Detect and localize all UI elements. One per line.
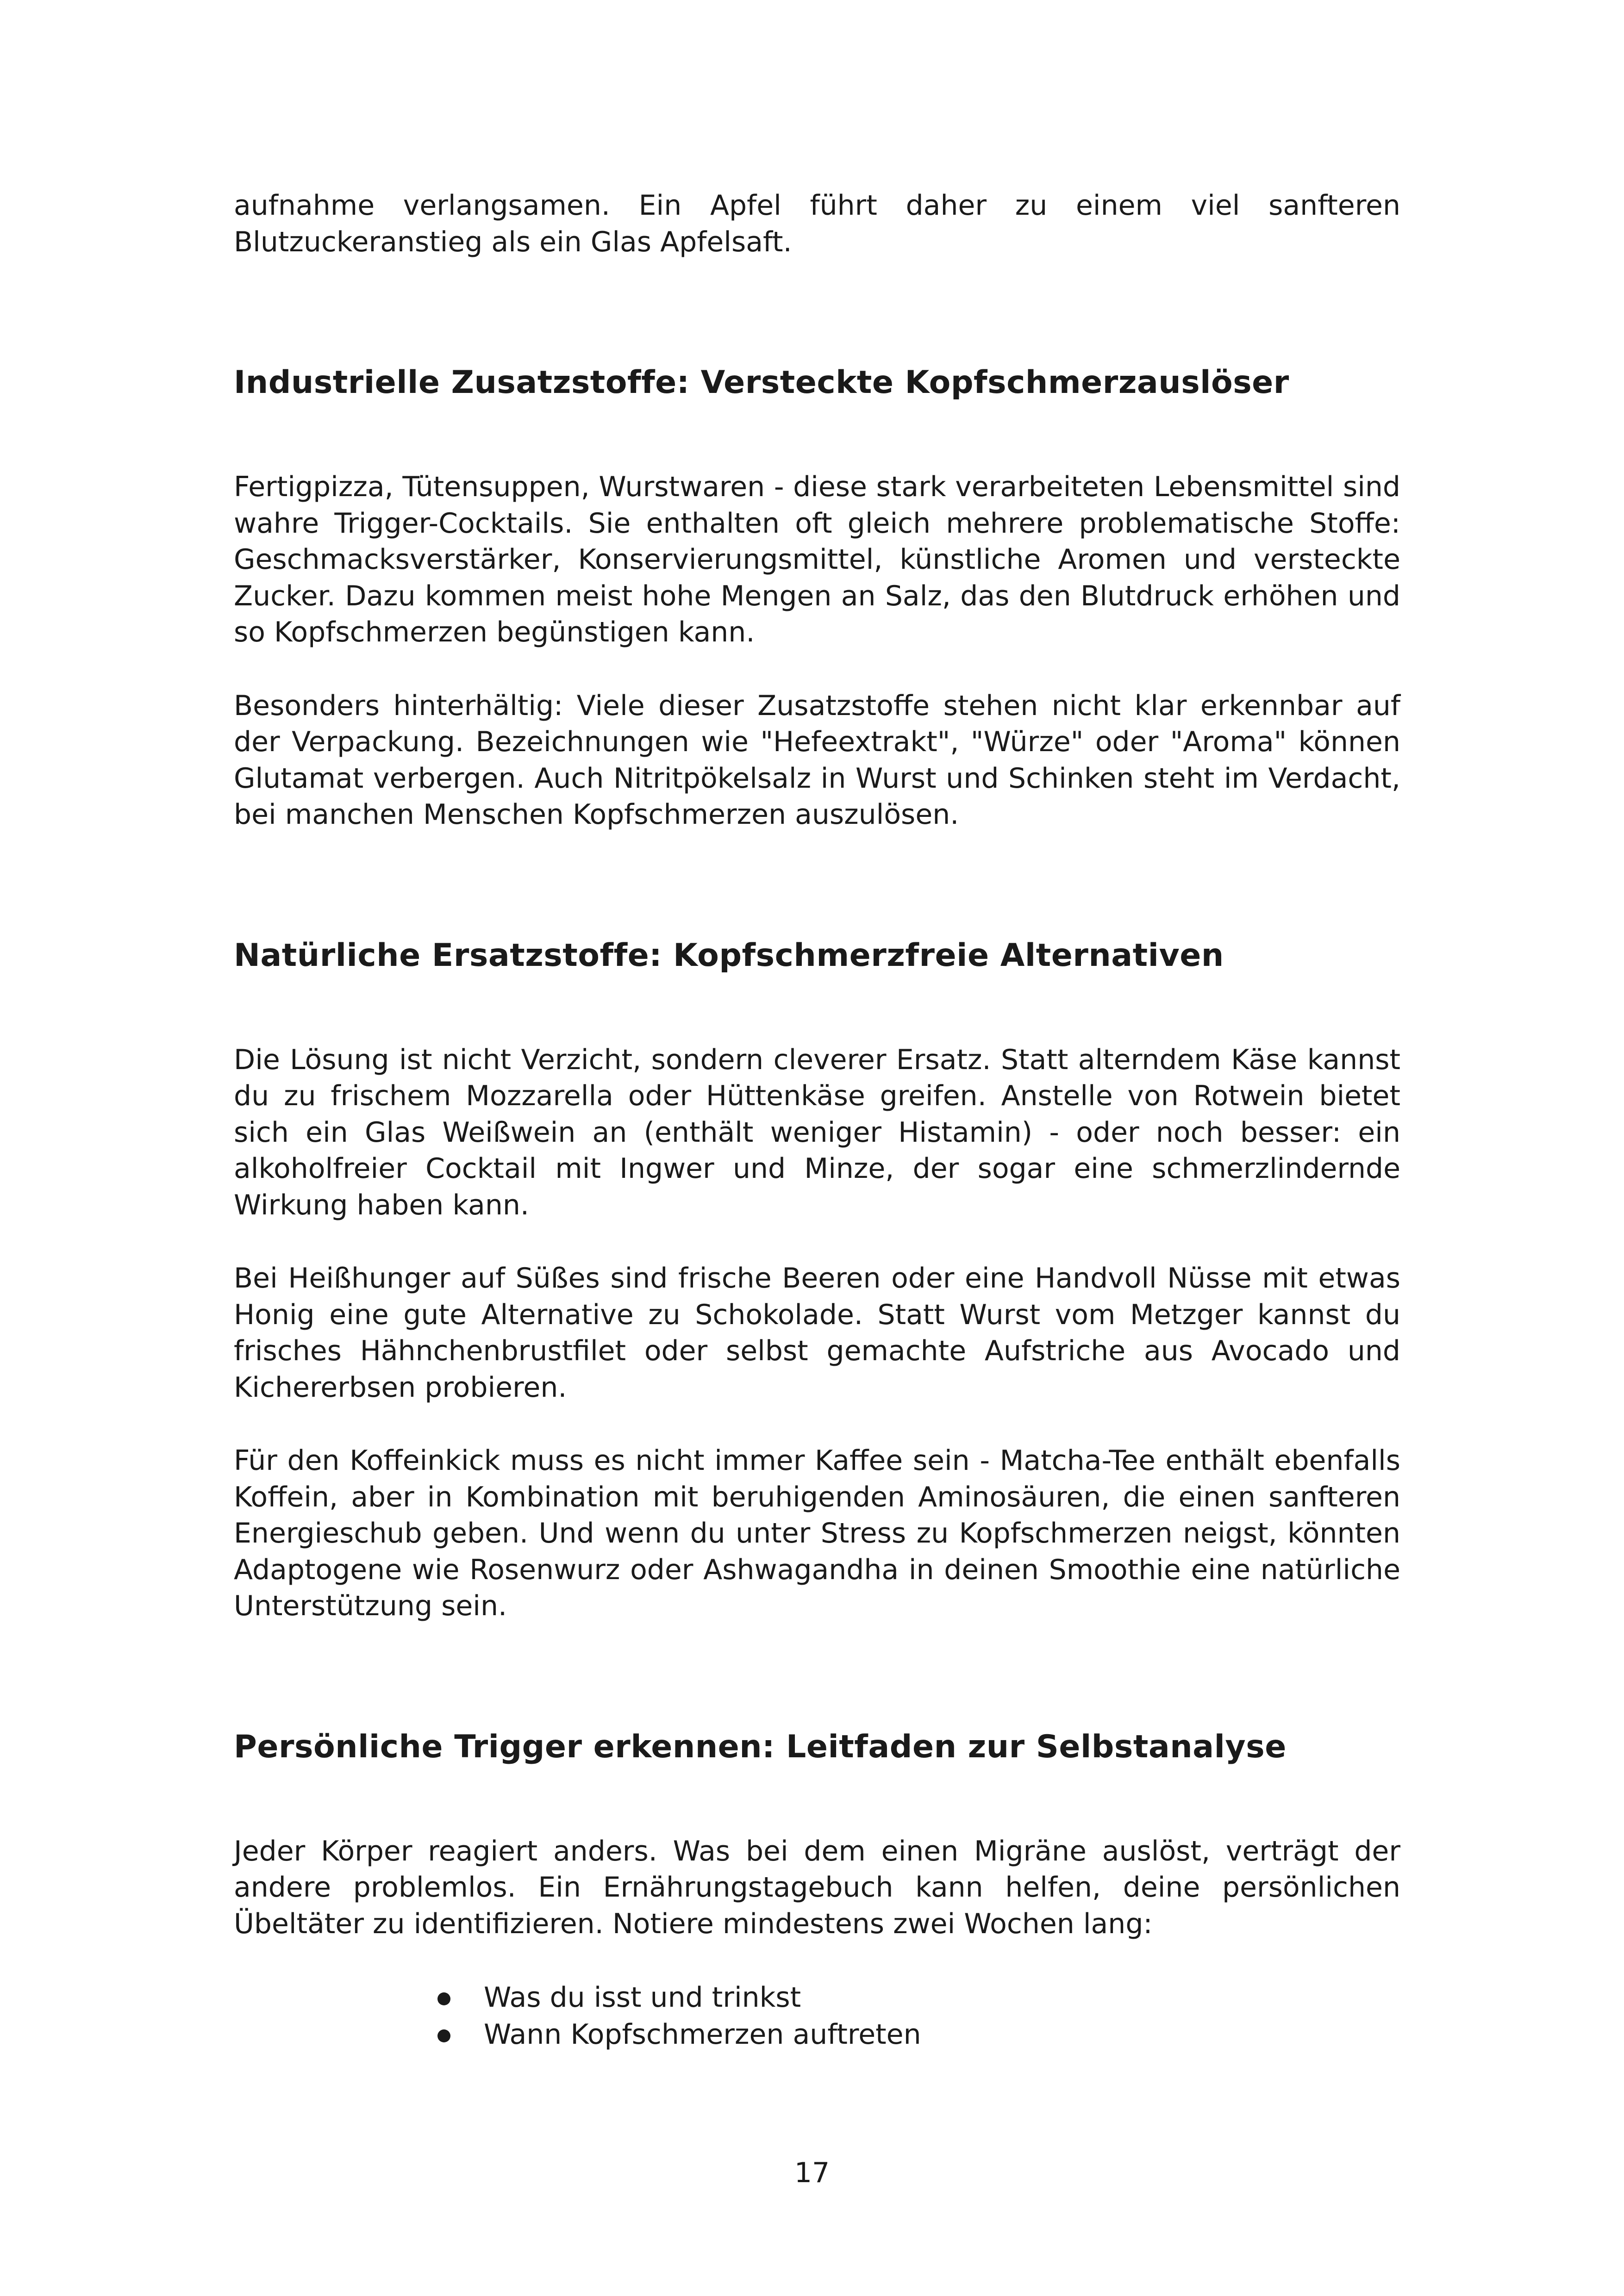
list-item-text: Was du isst und trinkst (484, 1981, 801, 2014)
section-paragraph: Jeder Körper reagiert anders. Was bei dem einen Migräne auslöst, verträgt der andere problemlos. Ein Ernährungstagebuch kann helfen, deine persönlichen Übeltäter zu identifizieren. Notiere mindestens zwei Wochen lang: (234, 1835, 1400, 1940)
bullet-icon (437, 1992, 450, 2005)
bullet-list (437, 1979, 1604, 2053)
intro-paragraph: aufnahme verlangsamen. Ein Apfel führt daher zu einem viel sanfteren Blutzuckeranstieg als ein Glas Apfelsaft. (234, 189, 1400, 258)
page-number: 17 (794, 2157, 830, 2189)
section-paragraph: Besonders hinterhältig: Viele dieser Zusatzstoffe stehen nicht klar erkennbar auf der Verpackung. Bezeichnungen wie "Hefeextrakt", "Würze" oder "Aroma" können Glutamat verbergen. Auch Nitritpökelsalz in Wurst und Schinken steht im Verdacht, bei manchen Menschen Kopfschmerzen auszulösen. (234, 689, 1400, 831)
section-heading-industrial-additives: Industrielle Zusatzstoffe: Versteckte Kopfschmerzauslöser (234, 364, 1289, 401)
page-content (234, 187, 1400, 2053)
section-paragraph: Bei Heißhunger auf Süßes sind frische Beeren oder eine Handvoll Nüsse mit etwas Honig eine gute Alternative zu Schokolade. Statt Wurst vom Metzger kannst du frisches Hähnchenbrustfilet oder selbst gemachte Aufstriche aus Avocado und Kichererbsen probieren. (234, 1262, 1400, 1404)
section-paragraph: Fertigpizza, Tütensuppen, Wurstwaren - diese stark verarbeiteten Lebensmittel sind wahre Trigger-Cocktails. Sie enthalten oft gleich mehrere problematische Stoffe: Geschmacksverstärker, Konservierungsmittel, künstliche Aromen und versteckte Zucker. Dazu kommen meist hohe Mengen an Salz, das den Blutdruck erhöhen und so Kopfschmerzen begünstigen kann. (234, 471, 1400, 648)
list-item (437, 2016, 1604, 2053)
section-heading-personal-triggers: Persönliche Trigger erkennen: Leitfaden zur Selbstanalyse (234, 1728, 1287, 1765)
list-item-text: Wann Kopfschmerzen auftreten (484, 2018, 921, 2051)
list-item (437, 1979, 1604, 2016)
section-heading-natural-substitutes: Natürliche Ersatzstoffe: Kopfschmerzfreie Alternativen (234, 937, 1224, 974)
section-paragraph: Für den Koffeinkick muss es nicht immer Kaffee sein - Matcha-Tee enthält ebenfalls Koffein, aber in Kombination mit beruhigenden Aminosäuren, die einen sanfteren Energieschub geben. Und wenn du unter Stress zu Kopfschmerzen neigst, könnten Adaptogene wie Rosenwurz oder Ashwagandha in deinen Smoothie eine natürliche Unterstützung sein. (234, 1444, 1400, 1622)
bullet-icon (437, 2029, 450, 2042)
section-paragraph: Die Lösung ist nicht Verzicht, sondern cleverer Ersatz. Statt alterndem Käse kannst du zu frischem Mozzarella oder Hüttenkäse greifen. Anstelle von Rotwein bietet sich ein Glas Weißwein an (enthält weniger Histamin) - oder noch besser: ein alkoholfreier Cocktail mit Ingwer und Minze, der sogar eine schmerzlindernde Wirkung haben kann. (234, 1043, 1400, 1221)
